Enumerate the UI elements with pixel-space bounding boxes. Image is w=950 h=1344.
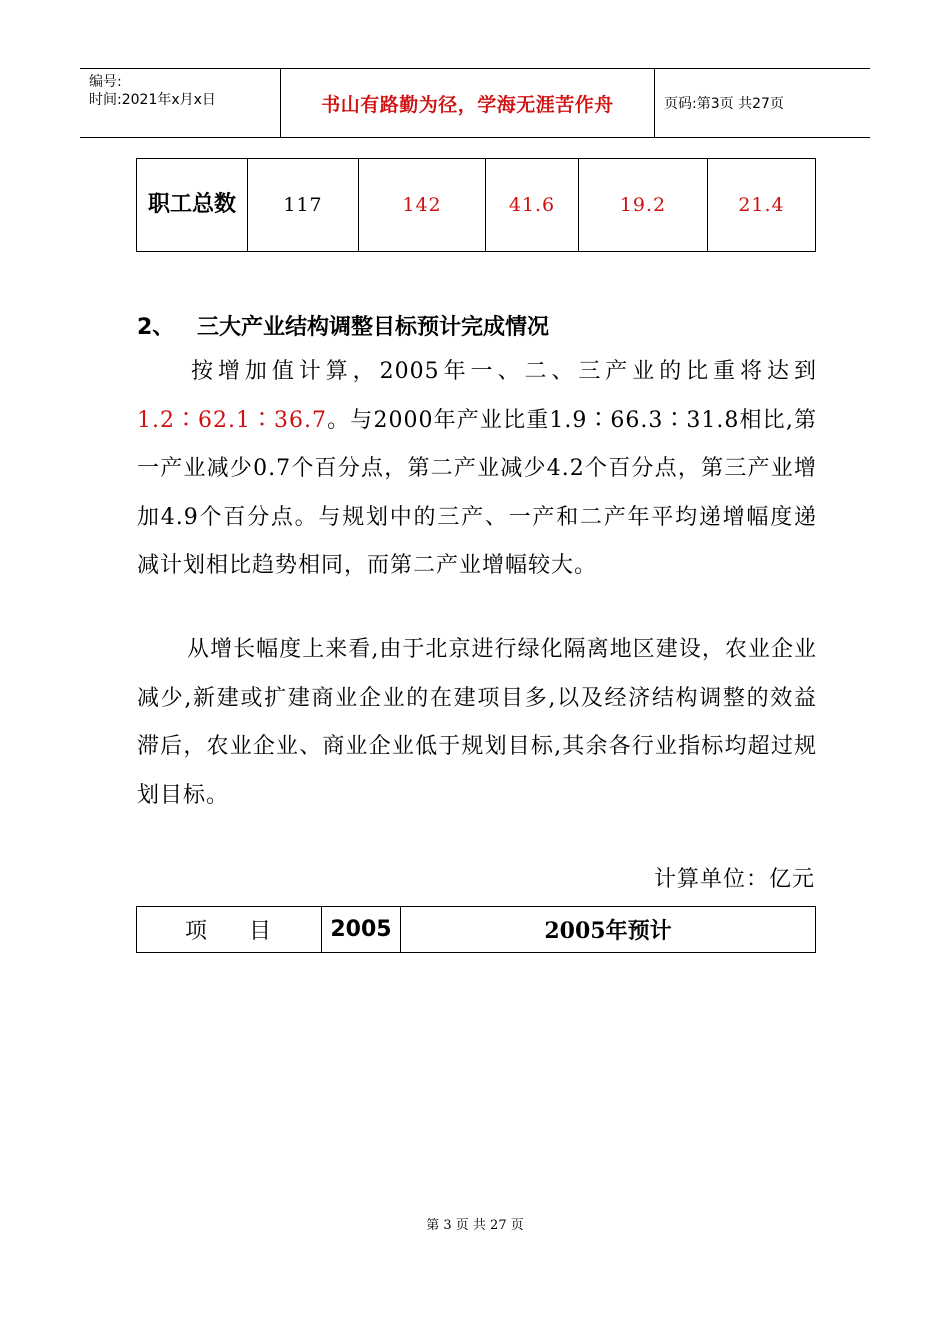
table-row [137, 159, 816, 252]
section-number: 2、 [137, 315, 175, 340]
column-header-item-char: 目 [249, 919, 274, 944]
table-cell: 142 [359, 159, 486, 252]
section-heading [137, 310, 549, 341]
header-motto: 书山有路勤为径，学海无涯苦作舟 [281, 69, 655, 137]
column-header-2005-forecast: 2005年预计 [401, 907, 816, 953]
staff-table [136, 158, 816, 252]
table-cell: 21.4 [708, 159, 816, 252]
header-page-number: 页码:第3页 共27页 [664, 96, 784, 112]
page-footer: 第 3 页 共 27 页 [426, 1218, 524, 1233]
page-header [80, 68, 870, 138]
paragraph-text: 按增加值计算，2005年一、二、三产业的比重将达到 [187, 359, 817, 384]
paragraph-industry-ratio [137, 348, 817, 591]
table-header-row [137, 907, 816, 953]
table-cell: 19.2 [579, 159, 708, 252]
table-cell: 41.6 [486, 159, 579, 252]
column-header-item [137, 907, 322, 953]
paragraph-text: 从增长幅度上来看,由于北京进行绿化隔离地区建设，农业企业减少,新建或扩建商业企业的在建项目多,以及经济结构调整的效益滞后，农业企业、商业企业低于规划目标,其余各行业指标均超过规划目标。 [137, 637, 817, 808]
document-date: 时间:2021年x月x日 [89, 92, 216, 108]
ratio-highlight: 1.2∶62.1∶36.7 [137, 407, 327, 433]
header-meta [80, 69, 281, 137]
column-header-2005: 2005 [322, 907, 401, 953]
section-title: 三大产业结构调整目标预计完成情况 [197, 314, 550, 340]
paragraph-growth [137, 626, 817, 820]
document-number-label: 编号: [89, 74, 122, 90]
row-header-staff-total: 职工总数 [137, 159, 248, 252]
forecast-table [136, 906, 816, 953]
unit-label: 计算单位：亿元 [653, 867, 815, 892]
paragraph-text: 。与2000年产业比重1.9∶66.3∶31.8相比,第一产业减少0.7个百分点，第二产业减少4.2个百分点，第三产业增加4.9个百分点。与规划中的三产、一产和二产年平均递增幅度递减计划相比趋势相同，而第二产业增幅较大。 [137, 407, 817, 578]
table-cell: 117 [248, 159, 359, 252]
column-header-item-char: 项 [184, 919, 209, 944]
